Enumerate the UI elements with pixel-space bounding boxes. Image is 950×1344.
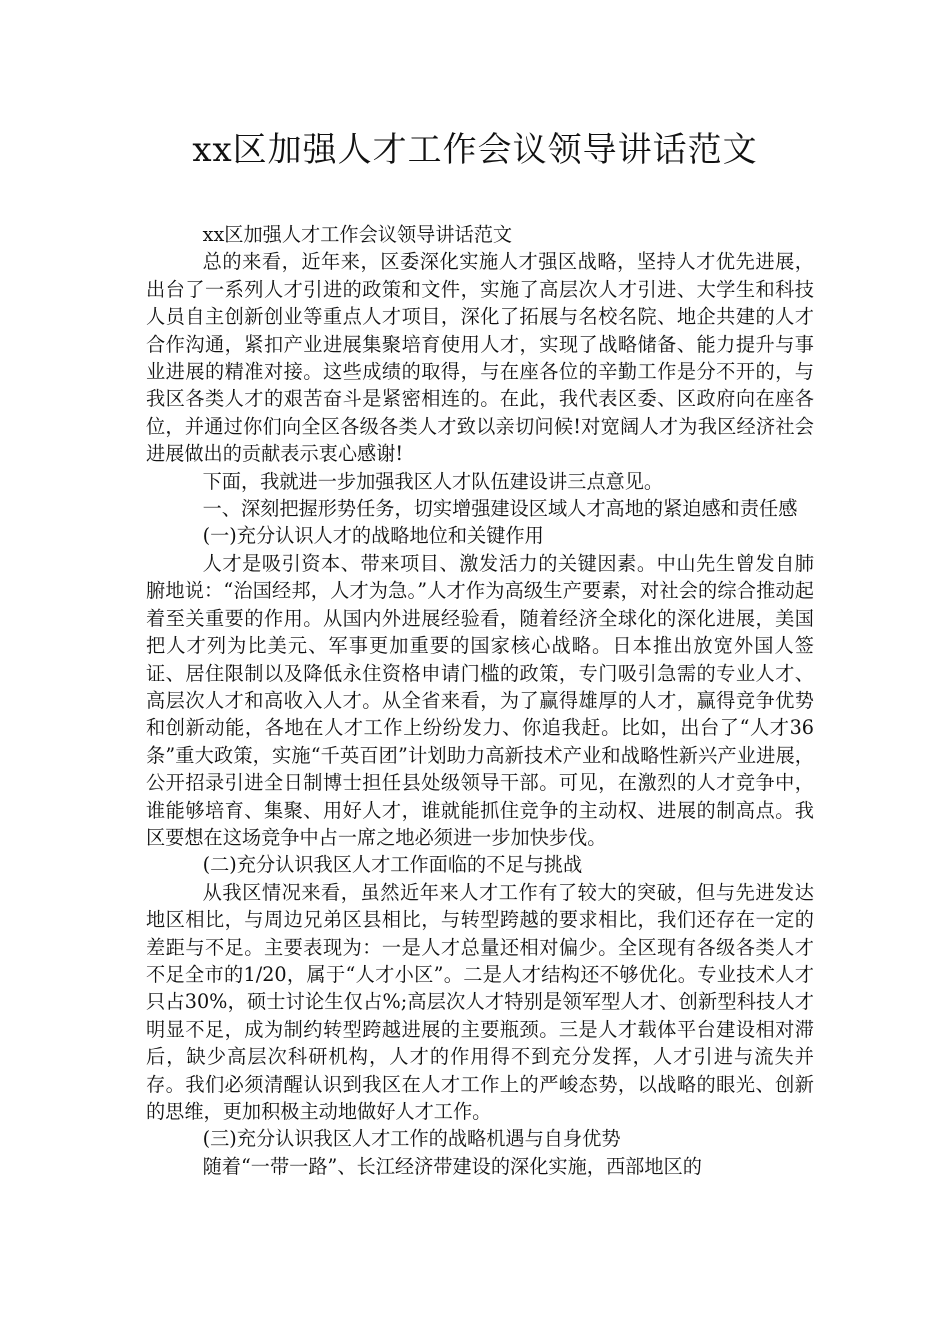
intro-paragraph: 总的来看，近年来，区委深化实施人才强区战略，坚持人才优先进展，出台了一系列人才引进的政策和文件，实施了高层次人才引进、大学生和科技人员自主创新创业等重点人才项目，深化了拓展与名校名院、地企共建的人才合作沟通，紧扣产业进展集聚培育使用人才，实现了战略储备、能力提升与事业进展的精准对接。这些成绩的取得，与在座各位的辛勤工作是分不开的，与我区各类人才的艰苦奋斗是紧密相连的。在此，我代表区委、区政府向在座各位，并通过你们向全区各级各类人才致以亲切问候!对宽阔人才为我区经济社会进展做出的贡献表示衷心感谢! <box>146 250 814 466</box>
body-paragraph: 随着“一带一路”、长江经济带建设的深化实施，西部地区的 <box>202 1154 702 1178</box>
document-title: xx区加强人才工作会议领导讲话范文 <box>192 130 758 170</box>
subtitle-paragraph: xx区加强人才工作会议领导讲话范文 <box>202 223 513 246</box>
subsection-heading-2: (二)充分认识我区人才工作面临的不足与挑战 <box>202 853 583 877</box>
subsection-heading-3: (三)充分认识我区人才工作的战略机遇与自身优势 <box>202 1127 621 1151</box>
body-paragraph: 人才是吸引资本、带来项目、激发活力的关键因素。中山先生曾发自肺腑地说：“治国经邦，人才为急。”人才作为高级生产要素，对社会的综合推动起着至关重要的作用。从国内外进展经验看，随着经济全球化的深化进展，美国把人才列为比美元、军事更加重要的国家核心战略。日本推出放宽外国人签证、居住限制以及降低永住资格申请门槛的政策，专门吸引急需的专业人才、高层次人才和高收入人才。从全省来看，为了赢得雄厚的人才，赢得竞争优势和创新动能，各地在人才工作上纷纷发力、你追我赶。比如，出台了“人才36条”重大政策，实施“千英百团”计划助力高新技术产业和战略性新兴产业进展，公开招录引进全日制博士担任县处级领导干部。可见，在激烈的人才竞争中，谁能够培育、集聚、用好人才，谁就能抓住竞争的主动权、进展的制高点。我区要想在这场竞争中占一席之地必须进一步加快步伐。 <box>146 551 814 849</box>
transition-paragraph: 下面，我就进一步加强我区人才队伍建设讲三点意见。 <box>202 469 664 493</box>
section-heading-1: 一、深刻把握形势任务，切实增强建设区域人才高地的紧迫感和责任感 <box>202 497 798 521</box>
document-body <box>146 221 814 1180</box>
body-paragraph: 从我区情况来看，虽然近年来人才工作有了较大的突破，但与先进发达地区相比，与周边兄弟区县相比，与转型跨越的要求相比，我们还存在一定的差距与不足。主要表现为：一是人才总量还相对偏少。全区现有各级各类人才不足全市的1/20，属于“人才小区”。二是人才结构还不够优化。专业技术人才只占30%，硕士讨论生仅占%;高层次人才特别是领军型人才、创新型科技人才明显不足，成为制约转型跨越进展的主要瓶颈。三是人才载体平台建设相对滞后，缺少高层次科研机构，人才的作用得不到充分发挥，人才引进与流失并存。我们必须清醒认识到我区在人才工作上的严峻态势，以战略的眼光、创新的思维，更加积极主动地做好人才工作。 <box>146 880 814 1123</box>
subsection-heading-1: (一)充分认识人才的战略地位和关键作用 <box>202 524 544 548</box>
